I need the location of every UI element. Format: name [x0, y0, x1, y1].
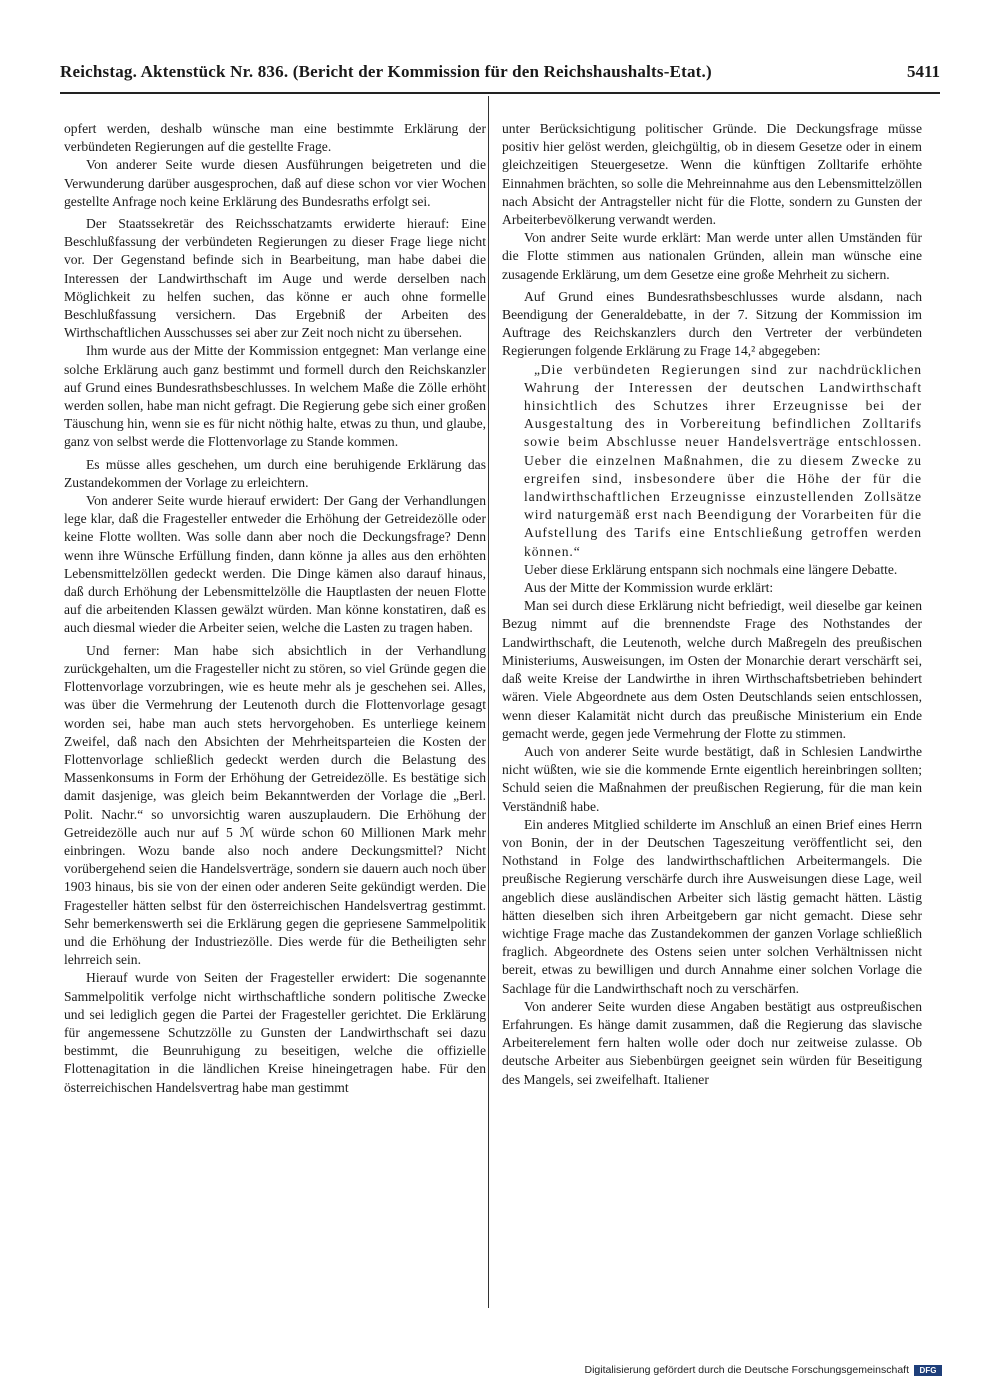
paragraph: Hierauf wurde von Seiten der Fragesteller erwidert: Die sogenannte Sammelpolitik verfolge nicht wirthschaftliche sondern politische Zwecke und sei lediglich gegen die Partei der Fragesteller gerichtet. Die Erklärung für angemessene Schutzzölle zu Gunsten der Landwirthschaft sei dazu bestimmt, die Beunruhigung zu beseitigen, welche die offizielle Flottenagitation in die ländlichen Kreise hineingetragen habe. Für den österreichischen Handelsvertrag habe man gestimmt [64, 970, 486, 1095]
paragraph: Man sei durch diese Erklärung nicht befriedigt, weil dieselbe gar keinen Bezug nimmt auf die brennendste Frage des Nothstandes der Landwirthschaft, die Leutenoth, welche durch Maßregeln des preußischen Ministeriums, Ausweisungen, im Osten der Monarchie derart verschärft sei, daß weite Kreise der Landwirthe in ihren Wirthschaftsbetrieben behindert wären. Viele Abgeordnete aus dem Osten Deutschlands seien entschlossen, wenn dieser Kalamität nicht durch das preußische Ministerium ein Ende gemacht werde, gegen jede Vermehrung der Flotte zu stimmen. [502, 598, 922, 741]
left-column [64, 120, 486, 1097]
paragraph: Von anderer Seite wurden diese Angaben bestätigt aus ostpreußischen Erfahrungen. Es hänge damit zusammen, daß die Regierung das slavische Arbeiterelement fern halten wolle oder doch nur zeitweise zulasse. Ob deutsche Arbeiter aus Siebenbürgen geeignet sein würden für Beseitigung des Mangels, sei zweifelhaft. Italiener [502, 998, 922, 1087]
footer-text: Digitalisierung gefördert durch die Deutsche Forschungsgemeinschaft [584, 1364, 909, 1376]
column-divider [488, 96, 489, 1308]
paragraph: opfert werden, deshalb wünsche man eine bestimmte Erklärung der verbündeten Regierungen auf die gestellte Frage. [64, 121, 486, 155]
running-title: Reichstag. Aktenstück Nr. 836. (Bericht der Kommission für den Reichshaushalts-Etat.) [60, 62, 712, 81]
paragraph: unter Berücksichtigung politischer Gründe. Die Deckungsfrage müsse positiv hier gelöst werden, gleichgültig, ob in diesem Gesetze oder in einem gleichzeitigen Steuergesetze. Wenn die künftigen Zolltarife erhöhte Einnahmen brächten, so solle die Mehreinnahme aus den Lebensmittelzöllen nach Absicht der Antragsteller nicht für die Flotte, sondern zu Gunsten der Arbeiterbevölkerung verwandt werden. [502, 121, 922, 228]
paragraph: Es müsse alles geschehen, um durch eine beruhigende Erklärung das Zustandekommen der Vorlage zu erleichtern. [64, 456, 486, 490]
paragraph: Von anderer Seite wurde diesen Ausführungen beigetreten und die Verwunderung darüber ausgesprochen, daß auf diese schon vor vier Wochen gestellte Anfrage noch keine Erklärung des Bundesraths erfolgt sei. [64, 157, 486, 209]
dfg-logo-icon: DFG [914, 1365, 942, 1376]
paragraph: Auf Grund eines Bundesrathsbeschlusses wurde alsdann, nach Beendigung der Generaldebatte, in der 7. Sitzung der Kommission im Auftrage des Reichskanzlers durch den Vertreter der verbündeten Regierungen folgende Erklärung zu Frage 14,² abgegeben: [502, 288, 922, 359]
page-number: 5411 [906, 62, 940, 81]
header-rule [60, 92, 940, 94]
paragraph: Von anderer Seite wurde hierauf erwidert: Der Gang der Verhandlungen lege klar, daß die Fragesteller entweder die Erhöhung der Getreidezölle oder keine Flotte wollten. Was solle dann aber noch die Deckungsfrage? Denn wenn ihre Wünsche Erfüllung finden, dann könne ja alles aus den erhöhten Lebensmittelzöllen gedeckt werden. Die Dinge kämen also darauf hinaus, daß durch Erhöhung der Lebensmittelzölle die Hauptlasten der neuen Flotte auf die arbeitenden Klassen gewälzt würden. Man könne konstatiren, daß es auch diesmal wieder die Arbeiter seien, welche die Lasten zu tragen haben. [64, 493, 486, 636]
paragraph: Ihm wurde aus der Mitte der Kommission entgegnet: Man verlange eine solche Erklärung auch ganz bestimmt und formell durch den Reichskanzler auf Grund eines Bundesrathsbeschlusses. In welchem Maße die Zölle erhöht werden sollen, habe man nicht gefragt. Die Regierung gebe sich einer großen Täuschung hin, wenn sie es für nicht nöthig halte, etwas zu thun, und glaube, ganz von selbst werde die Flottenvorlage zu Stande kommen. [64, 343, 486, 450]
page-header [60, 60, 940, 92]
paragraph: Aus der Mitte der Kommission wurde erklärt: [524, 580, 774, 596]
right-column [502, 120, 922, 1089]
paragraph: Und ferner: Man habe sich absichtlich in der Verhandlung zurückgehalten, um die Fragesteller nicht zu stören, so viel Gründe gegen die Flottenvorlage vorzubringen, wie es heute mehr als je geschehen sei. Alles, was über die Vermehrung der Leutenoth durch die Flottenvorlage gesagt worden sei, habe man auch stets hervorgehoben. Es unterliege keinem Zweifel, daß nach den Absichten der Mehrheitsparteien die Kosten der Flottenvorlage schließlich gedeckt werden durch die Belastung des Massenkonsums in Form der Erhöhung der Getreidezölle. Es bestätige sich damit dasjenige, was gleich beim Bekanntwerden der Vorlage die „Berl. Polit. Nachr.“ so unvorsichtig waren auszuplaudern. Die Erhöhung der Getreidezölle auch nur auf 5 ℳ würde schon 60 Millionen Mark mehr einbringen. Wozu bande also noch andere Deckungsmittel? Nicht vorübergehend seien die Handelsverträge, sondern sie dauern auch noch über 1903 hinaus, bis sie von der einen oder anderen Seite gekündigt werden. Die Fragesteller hätten selbst für den österreichischen Handelsvertrag gestimmt. Sehr bemerkenswerth sei die Erklärung gegen die gepriesene Sammelpolitik und die Erhöhung der Industriezölle. Dies werde für die Betheiligten sehr lehrreich sein. [64, 642, 486, 968]
digitization-footer [584, 1364, 942, 1376]
quoted-declaration: „Die verbündeten Regierungen sind zur nachdrücklichen Wahrung der Interessen der deutschen Landwirthschaft hinsichtlich des Schutzes ihrer Erzeugnisse bei der Ausgestaltung des in Vorbereitung befindlichen Zolltarifs sowie beim Abschlusse neuer Handelsverträge entschlossen. Ueber die einzelnen Maßnahmen, die zu diesem Zwecke zu ergreifen sind, insbesondere über die Höhe der für die landwirthschaftlichen Erzeugnisse einzustellenden Zollsätze wird naturgemäß erst nach Beendigung der Vorarbeiten für die Aufstellung des Tarifs eine Entschließung getroffen werden können.“ [524, 361, 922, 559]
paragraph: Ein anderes Mitglied schilderte im Anschluß an einen Brief eines Herrn von Bonin, der in der Deutschen Tageszeitung veröffentlicht sei, den Nothstand in Folge des landwirthschaftlichen Arbeitermangels. Die preußische Regierung verschärfe durch ihre Ausweisungen diese Lage, weil angeblich diese ausländischen Arbeiter sich lästig gemacht hätten. Lästig hätten dieselben sich ihren Arbeitgebern gar nicht gemacht. Diese sehr wichtige Frage mache das Zustandekommen der ganzen Vorlage schließlich fraglich. Abgeordnete des Ostens seien unter solchen Verhältnissen nicht bereit, etwas zu bewilligen und durch Annahme einer solchen Vorlage die Sachlage für die Landwirthschaft noch zu verschärfen. [502, 816, 922, 996]
paragraph: Auch von anderer Seite wurde bestätigt, daß in Schlesien Landwirthe nicht wüßten, wie sie die kommende Ernte eigentlich hereinbringen sollten; Schuld seien die Maßnahmen der preußischen Regierung, für die man kein Verständniß habe. [502, 743, 922, 814]
paragraph: Ueber diese Erklärung entspann sich nochmals eine längere Debatte. [524, 561, 898, 577]
paragraph: Von andrer Seite wurde erklärt: Man werde unter allen Umständen für die Flotte stimmen aus nationalen Gründen, allein man wünsche eine zusagende Erklärung, um dem Gesetze eine große Mehrheit zu sichern. [502, 230, 922, 282]
paragraph: Der Staatssekretär des Reichsschatzamts erwiderte hierauf: Eine Beschlußfassung der verbündeten Regierungen zu dieser Frage liege nicht vor. Der Gegenstand befinde sich in Bearbeitung, man habe dabei die Interessen der Landwirthschaft im Auge und werde derselben nach Möglichkeit zu helfen suchen, das könne er auch ohne formelle Beschlußfassung versichern. Das Ergebniß der Arbeiten des Wirthschaftlichen Ausschusses sei aber zur Zeit noch nicht zu übersehen. [64, 216, 486, 341]
